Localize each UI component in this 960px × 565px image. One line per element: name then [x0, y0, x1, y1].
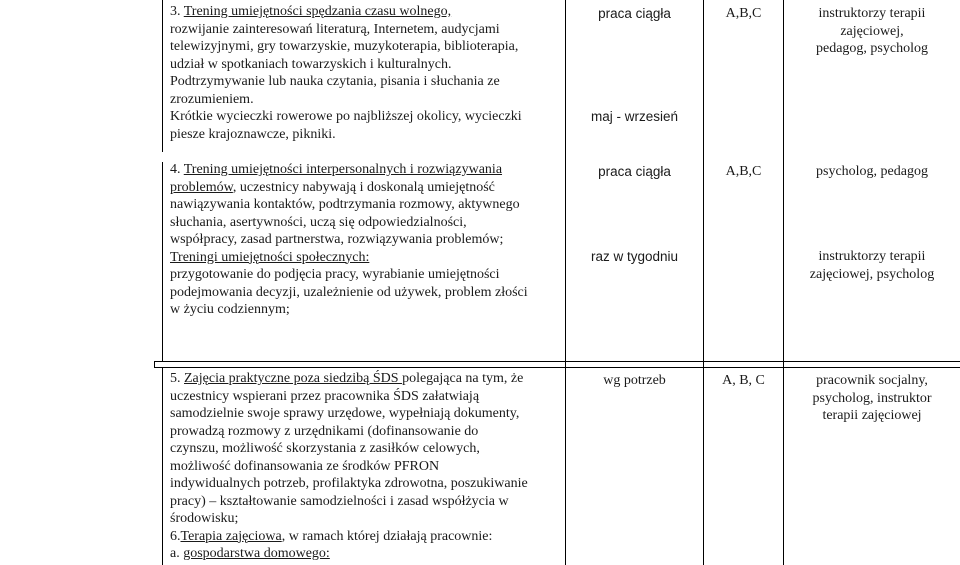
- staff-line: terapii zajęciowej: [822, 408, 922, 423]
- desc-line: współpracy, zasad partnerstwa, rozwiązywania problemów;: [170, 232, 504, 247]
- desc-line: problemów, uczestnicy nabywają i doskonalą umiejętność: [170, 179, 495, 195]
- row-divider: [154, 367, 960, 368]
- column-divider: [154, 361, 155, 368]
- desc-line: Krótkie wycieczki rowerowe po najbliższej okolicy, wycieczki: [170, 109, 522, 124]
- column-divider: [162, 367, 163, 565]
- desc-line: a. gospodarstwa domowego:: [170, 546, 330, 561]
- staff-line: zajęciowej, psycholog: [809, 266, 935, 282]
- desc-line: 5. Zajęcia praktyczne poza siedzibą ŚDS polegająca na tym, że: [170, 371, 524, 386]
- desc-line: 4. Trening umiejętności interpersonalnych i rozwiązywania: [170, 162, 503, 177]
- column-divider: [703, 0, 704, 565]
- participant-groups: A,B,C: [725, 6, 762, 21]
- frequency: praca ciągła: [598, 164, 671, 179]
- staff-line: instruktorzy terapii: [818, 6, 926, 21]
- desc-line: telewizyjnymi, gry towarzyskie, muzykoterapia, biblioterapia,: [170, 39, 519, 54]
- activity-description: [170, 370, 528, 563]
- row-divider: [154, 361, 960, 362]
- staff: [784, 372, 960, 425]
- staff-line: zajęciowej,: [840, 23, 904, 39]
- staff-line: pracownik socjalny,: [816, 373, 928, 388]
- desc-line: 6.Terapia zajęciowa, w ramach której działają pracownie:: [170, 528, 493, 544]
- staff-line: instruktorzy terapii: [818, 249, 926, 264]
- desc-line: Treningi umiejętności społecznych:: [170, 249, 370, 265]
- staff-line: pedagog, psycholog: [816, 41, 928, 56]
- desc-line: środowisku;: [170, 511, 239, 526]
- desc-line: możliwość dofinansowania ze środków PFRON: [170, 458, 440, 474]
- desc-line: rozwijanie zainteresowań literaturą, Internetem, audycjami: [170, 21, 500, 37]
- desc-line: podejmowania decyzji, uzależnienie od używek, problem złości: [170, 284, 528, 300]
- staff: [784, 248, 960, 283]
- period: raz w tygodniu: [590, 249, 679, 264]
- desc-line: udział w spotkaniach towarzyskich i kulturalnych.: [170, 56, 452, 72]
- staff-line: psycholog, pedagog: [816, 164, 928, 179]
- staff-line: psycholog, instruktor: [812, 390, 932, 406]
- column-divider: [162, 162, 163, 361]
- desc-line: 3. Trening umiejętności spędzania czasu wolnego,: [170, 4, 452, 19]
- desc-line: indywidualnych potrzeb, profilaktyka zdrowotna, poszukiwanie: [170, 476, 528, 491]
- desc-line: pracy) – kształtowanie samodzielności i zasad współżycia w: [170, 493, 509, 509]
- staff: [784, 5, 960, 58]
- frequency: wg potrzeb: [603, 373, 666, 388]
- staff: [784, 163, 960, 181]
- desc-line: przygotowanie do podjęcia pracy, wyrabianie umiejętności: [170, 267, 500, 282]
- desc-line: samodzielnie swoje sprawy urzędowe, wypełniają dokumenty,: [170, 406, 520, 421]
- column-divider: [162, 0, 163, 152]
- desc-line: w życiu codziennym;: [170, 302, 290, 317]
- participant-groups: A, B, C: [722, 373, 765, 388]
- desc-line: piesze krajoznawcze, pikniki.: [170, 126, 336, 142]
- desc-line: uczestnicy wspierani przez pracownika ŚDS załatwiają: [170, 388, 480, 404]
- column-divider: [565, 0, 566, 565]
- desc-line: Podtrzymywanie lub nauka czytania, pisania i słuchania ze: [170, 74, 500, 89]
- activity-description: [170, 161, 528, 319]
- desc-line: prowadzą rozmowy z urzędnikami (dofinansowanie do: [170, 423, 479, 439]
- desc-line: czynszu, możliwość skorzystania z zasiłków celowych,: [170, 441, 480, 456]
- frequency: praca ciągła: [598, 6, 671, 21]
- activity-description: [170, 3, 522, 143]
- desc-line: słuchania, asertywności, uczą się odpowiedzialności,: [170, 214, 467, 230]
- desc-line: zrozumieniem.: [170, 91, 254, 107]
- desc-line: nawiązywania kontaktów, podtrzymania rozmowy, aktywnego: [170, 197, 520, 212]
- period: maj - wrzesień: [590, 109, 679, 124]
- participant-groups: A,B,C: [725, 164, 762, 179]
